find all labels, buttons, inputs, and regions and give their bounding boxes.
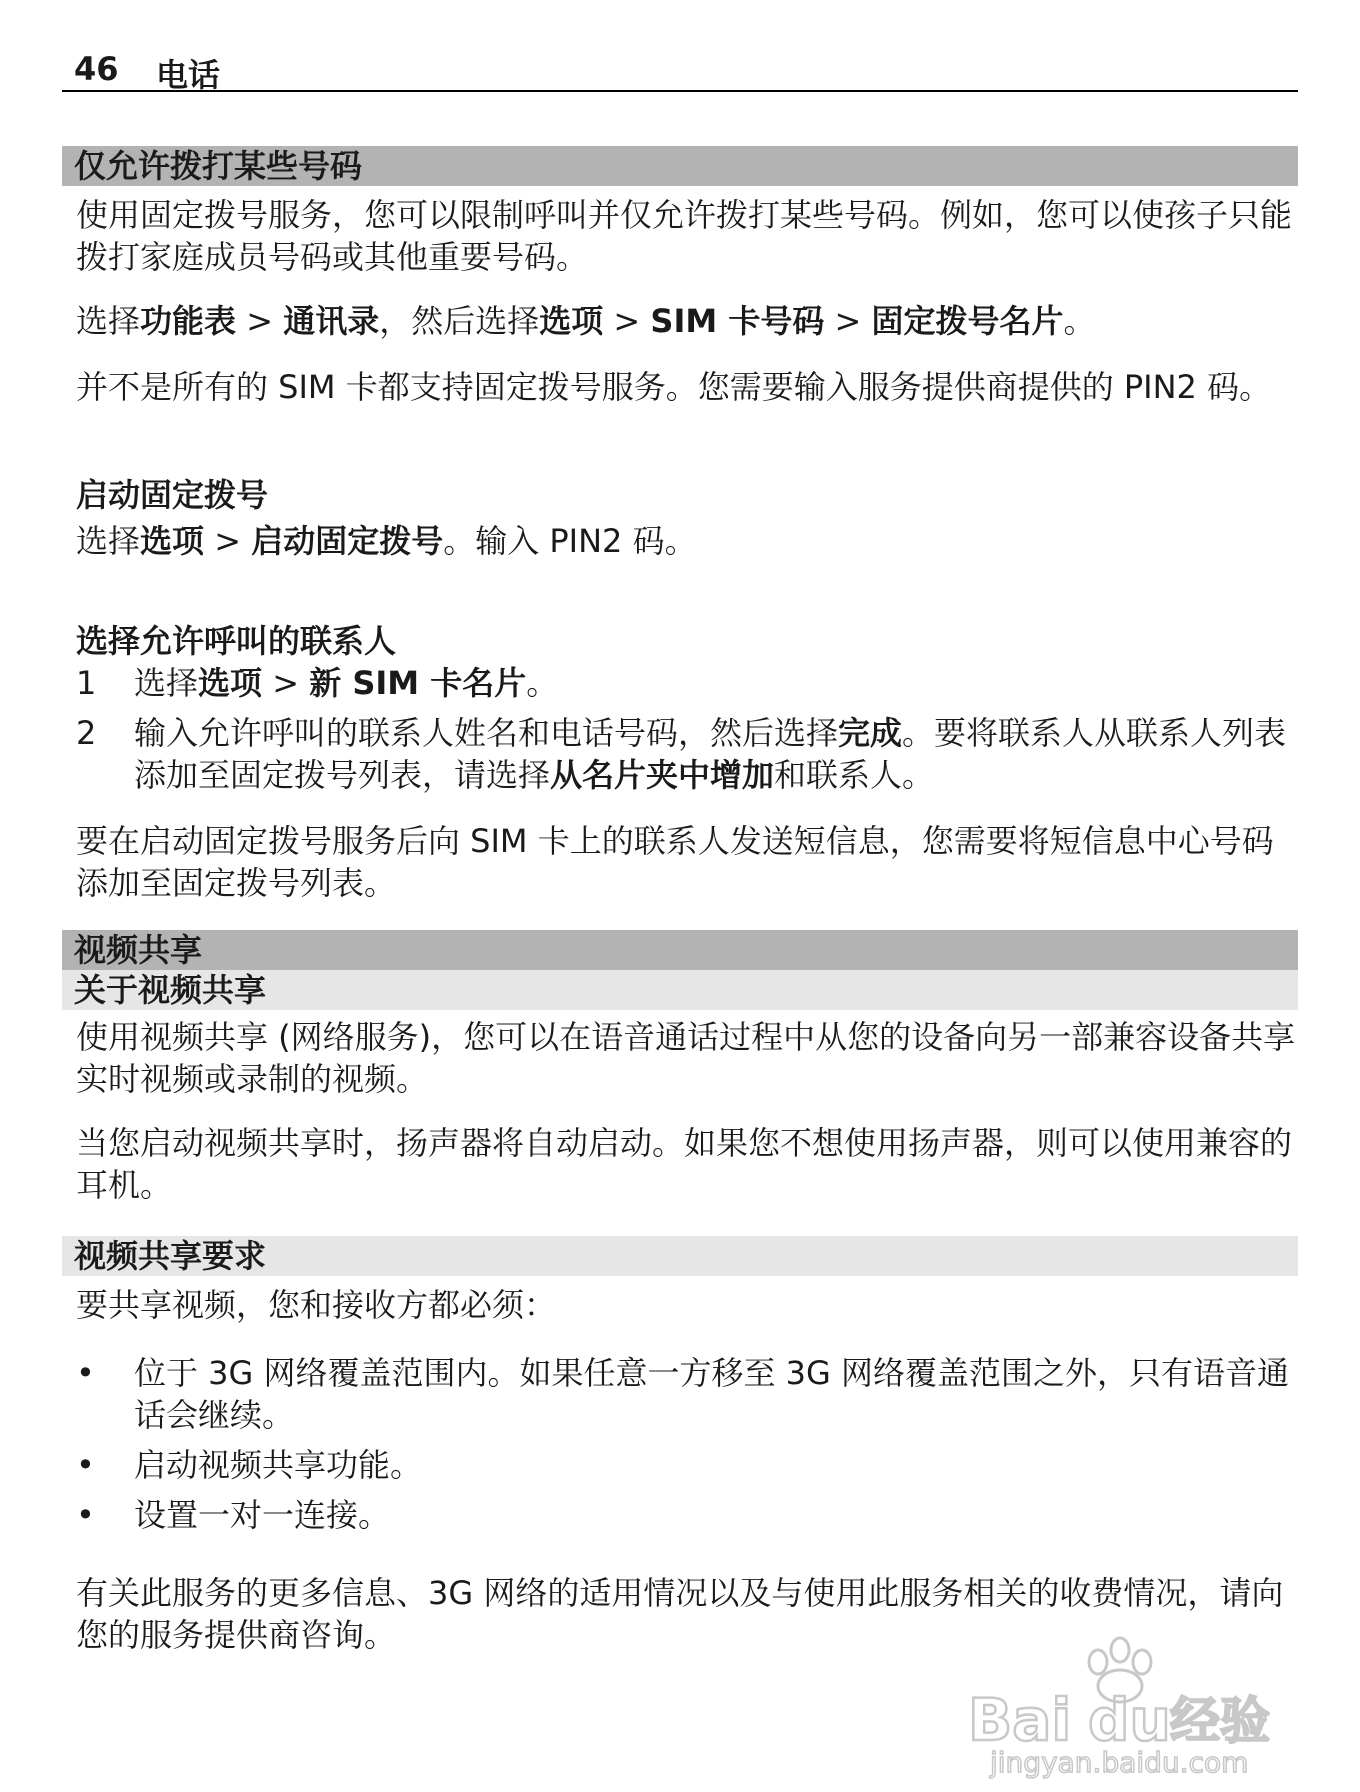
bullet: • [76, 1354, 95, 1392]
speaker-note: 当您启动视频共享时，扬声器将自动启动。如果您不想使用扬声器，则可以使用兼容的耳机。 [76, 1124, 1293, 1204]
page-header [62, 44, 1298, 92]
bullet: • [76, 1446, 95, 1484]
bullet: • [76, 1496, 95, 1534]
subsection-heading-video-sharing-requirements: 视频共享要求 [62, 1236, 1298, 1276]
list-item-text: 位于 3G 网络覆盖范围内。如果任意一方移至 3G 网络覆盖范围之外，只有语音通话会继续。 [134, 1354, 1290, 1434]
svg-text:Bai: Bai [968, 1686, 1072, 1754]
fixed-dialing-intro: 使用固定拨号服务，您可以限制呼叫并仅允许拨打某些号码。例如，您可以使孩子只能拨打家庭成员号码或其他重要号码。 [76, 196, 1293, 276]
sms-center-note: 要在启动固定拨号服务后向 SIM 卡上的联系人发送短信息，您需要将短信息中心号码添加至固定拨号列表。 [76, 822, 1274, 902]
svg-text:jingyan.baidu.com: jingyan.baidu.com [990, 1746, 1249, 1779]
step-number: 2 [76, 714, 97, 752]
section-heading-fixed-dialing: 仅允许拨打某些号码 [62, 146, 1298, 186]
step-text: 输入允许呼叫的联系人姓名和电话号码，然后选择完成。要将联系人从联系人列表添加至固定拨号列表，请选择从名片夹中增加和联系人。 [134, 714, 1287, 794]
svg-text:du: du [1088, 1686, 1171, 1754]
chapter-title: 电话 [156, 56, 221, 94]
fixed-dialing-path: 选择功能表 > 通讯录，然后选择选项 > SIM 卡号码 > 固定拨号名片。 [76, 302, 1096, 340]
list-item-text: 设置一对一连接。 [134, 1496, 391, 1534]
page-number: 46 [74, 50, 119, 88]
list-item-text: 启动视频共享功能。 [134, 1446, 423, 1484]
sim-support-note: 并不是所有的 SIM 卡都支持固定拨号服务。您需要输入服务提供商提供的 PIN2 码。 [76, 368, 1272, 406]
section-heading-video-sharing: 视频共享 [62, 930, 1298, 970]
svg-text:经验: 经验 [1170, 1692, 1270, 1750]
enable-fixed-dialing-text: 选择选项 > 启动固定拨号。输入 PIN2 码。 [76, 522, 697, 560]
baidu-watermark-logo [960, 1630, 1290, 1780]
subheading-select-contacts: 选择允许呼叫的联系人 [76, 622, 397, 660]
video-sharing-intro: 使用视频共享 (网络服务)，您可以在语音通话过程中从您的设备向另一部兼容设备共享实时视频或录制的视频。 [76, 1018, 1296, 1098]
service-info-note: 有关此服务的更多信息、3G 网络的适用情况以及与使用此服务相关的收费情况，请向您的服务提供商咨询。 [76, 1574, 1284, 1654]
requirements-intro: 要共享视频，您和接收方都必须： [76, 1286, 557, 1324]
step-number: 1 [76, 664, 97, 702]
step-text: 选择选项 > 新 SIM 卡名片。 [134, 664, 559, 702]
subheading-enable-fixed-dialing: 启动固定拨号 [76, 476, 269, 514]
subsection-heading-about-video-sharing: 关于视频共享 [62, 970, 1298, 1010]
